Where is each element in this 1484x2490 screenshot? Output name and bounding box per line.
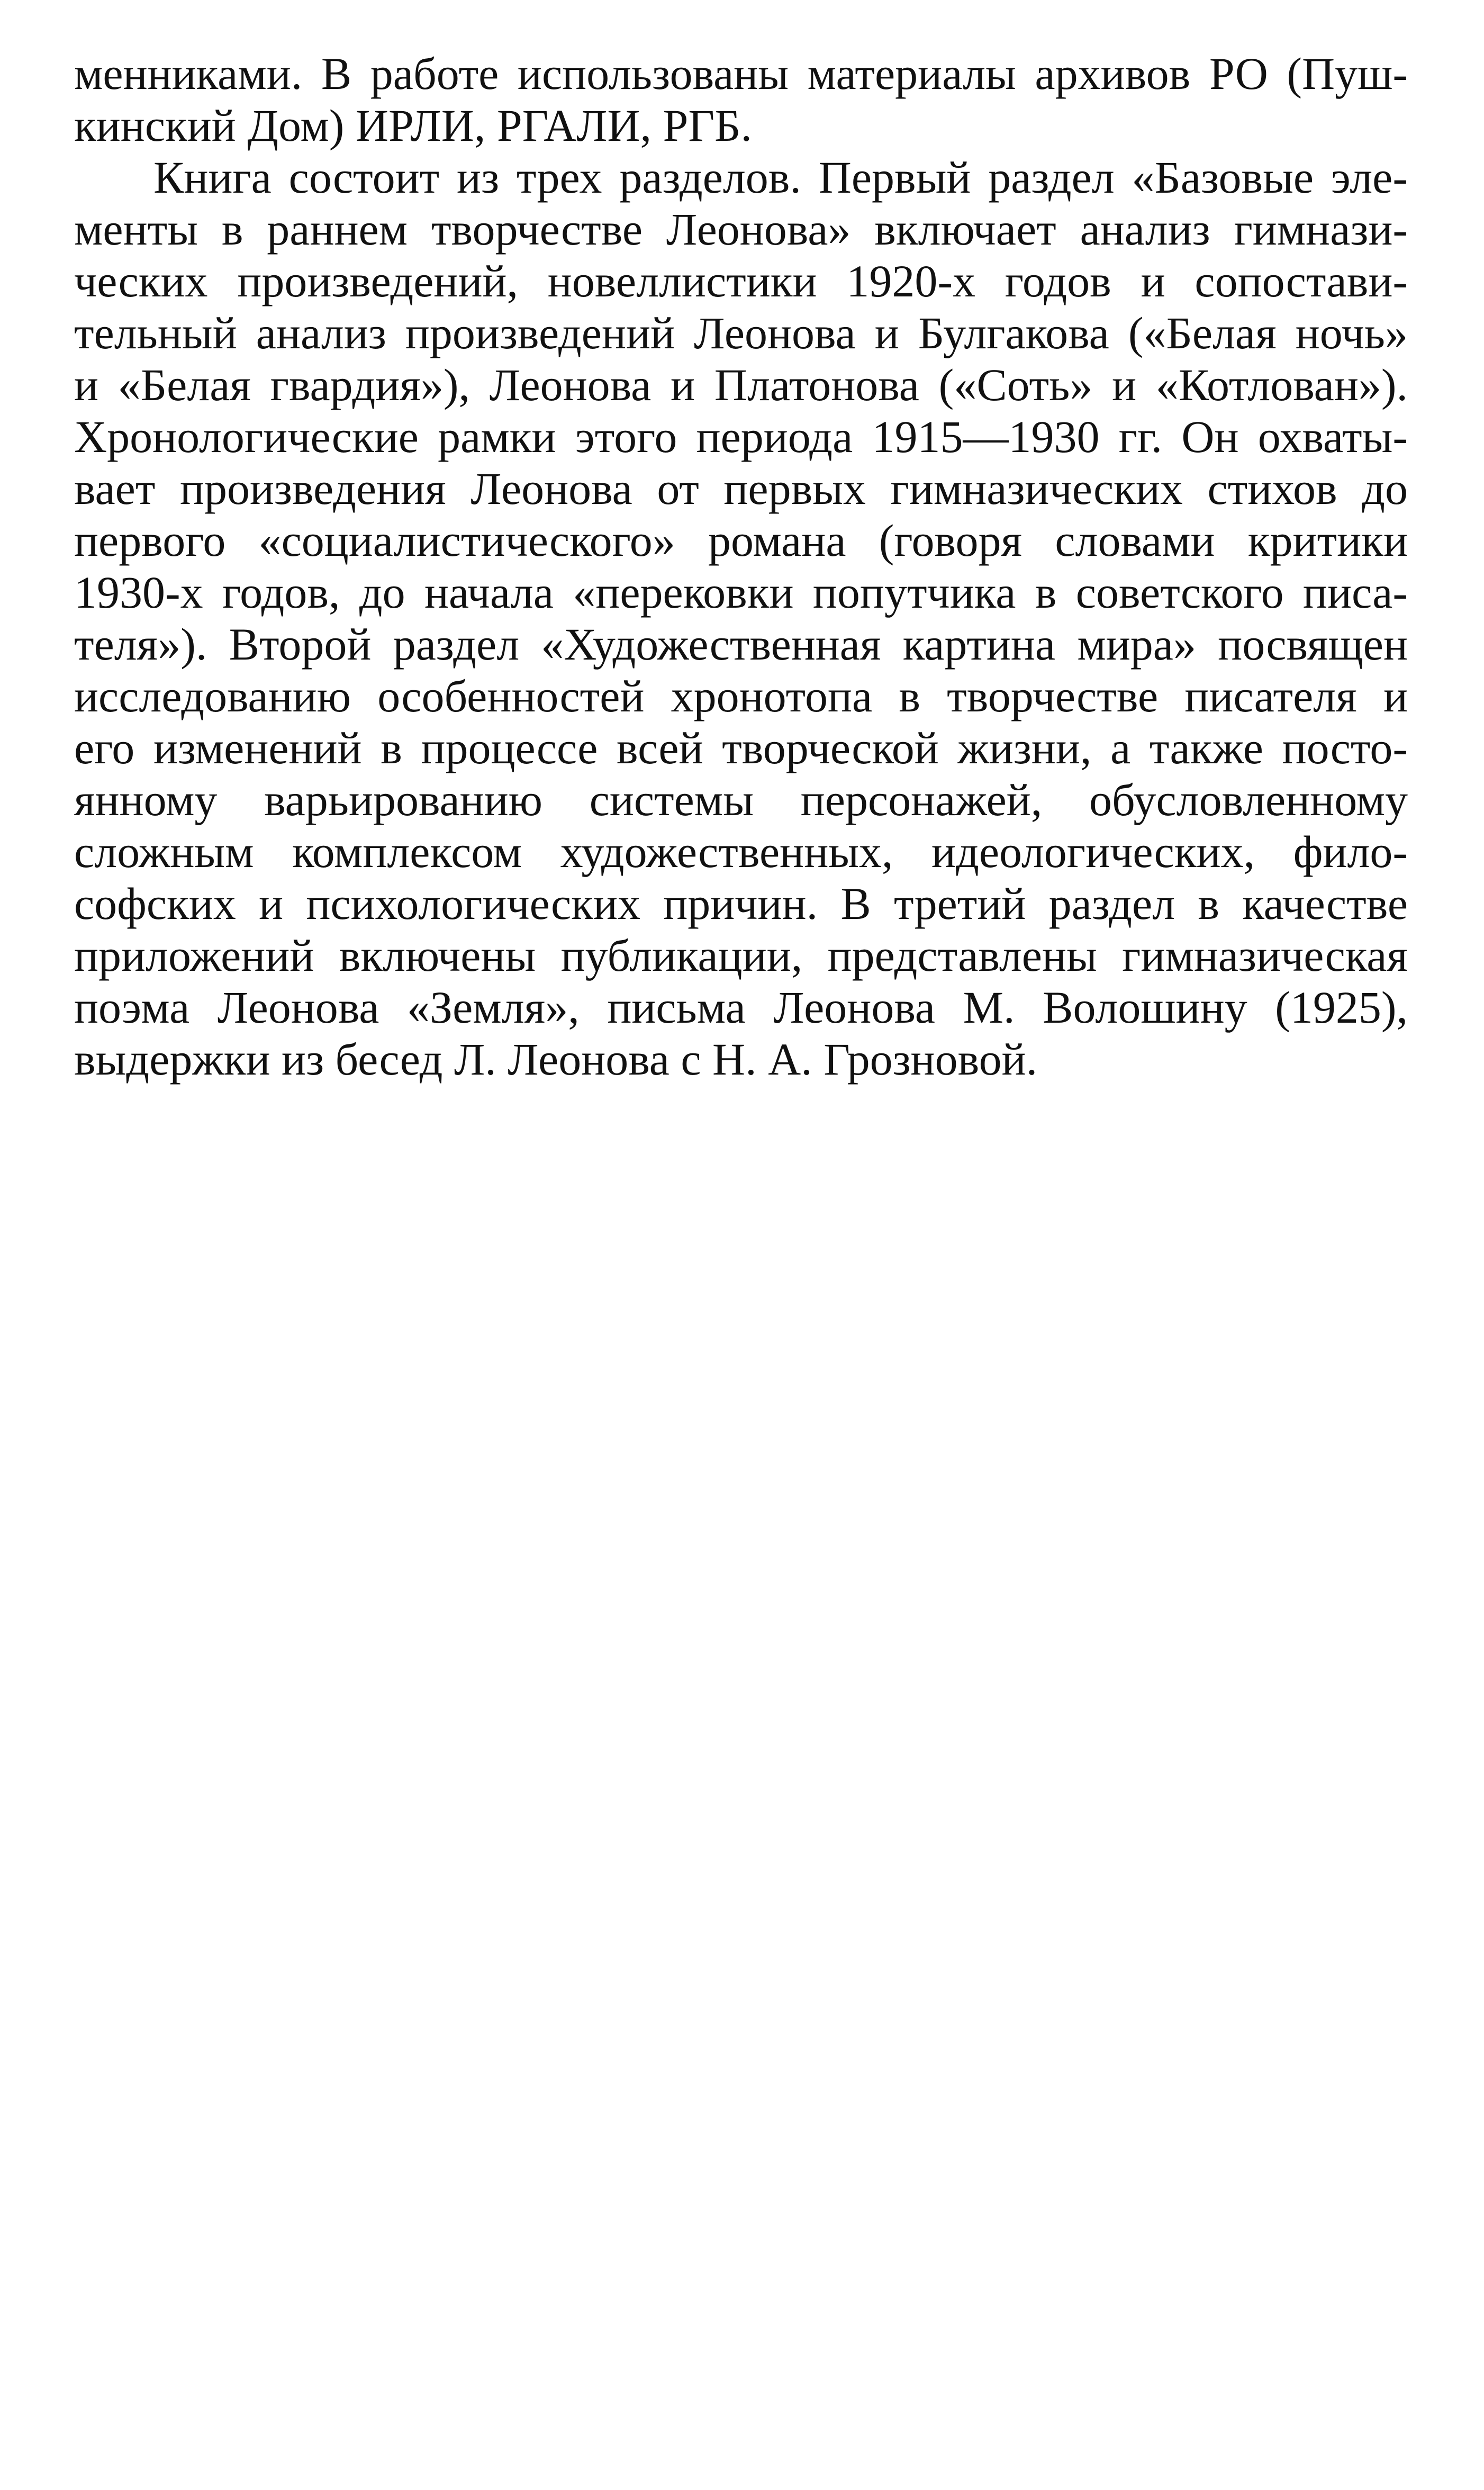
text-line: менты в раннем творчестве Леонова» включает анализ гимнази-: [74, 204, 1408, 255]
text-line: первого «социалистического» романа (говоря словами критики: [74, 515, 1408, 566]
text-line: Хронологические рамки этого периода 1915—1930 гг. Он охваты-: [74, 411, 1408, 462]
text-line: исследованию особенностей хронотопа в творчестве писателя и: [74, 671, 1408, 721]
text-line: поэма Леонова «Земля», письма Леонова М. Волошину (1925),: [74, 982, 1408, 1033]
text-line: его изменений в процессе всей творческой жизни, а также посто-: [74, 723, 1408, 773]
text-line: тельный анализ произведений Леонова и Булгакова («Белая ночь»: [74, 308, 1408, 358]
text-line: и «Белая гвардия»), Леонова и Платонова («Соть» и «Котлован»).: [74, 359, 1408, 410]
text-line: 1930-х годов, до начала «перековки попутчика в советского писа-: [74, 567, 1408, 618]
text-line: ческих произведений, новеллистики 1920-х годов и сопостави-: [74, 256, 1408, 306]
text-line: выдержки из бесед Л. Леонова с Н. А. Грозновой.: [74, 1034, 1038, 1085]
text-line: софских и психологических причин. В третий раздел в качестве: [74, 878, 1408, 929]
text-line: кинский Дом) ИРЛИ, РГАЛИ, РГБ.: [74, 100, 752, 151]
text-line: вает произведения Леонова от первых гимназических стихов до: [74, 463, 1408, 514]
text-line: Книга состоит из трех разделов. Первый раздел «Базовые эле-: [153, 152, 1408, 203]
text-line: теля»). Второй раздел «Художественная картина мира» посвящен: [74, 619, 1408, 670]
text-line: сложным комплексом художественных, идеологических, фило-: [74, 826, 1408, 877]
text-line: приложений включены публикации, представлены гимназическая: [74, 930, 1408, 981]
text-line: менниками. В работе использованы материалы архивов РО (Пуш-: [74, 48, 1408, 99]
text-line: янному варьированию системы персонажей, обусловленному: [74, 774, 1408, 825]
body-text: [74, 48, 1408, 1085]
